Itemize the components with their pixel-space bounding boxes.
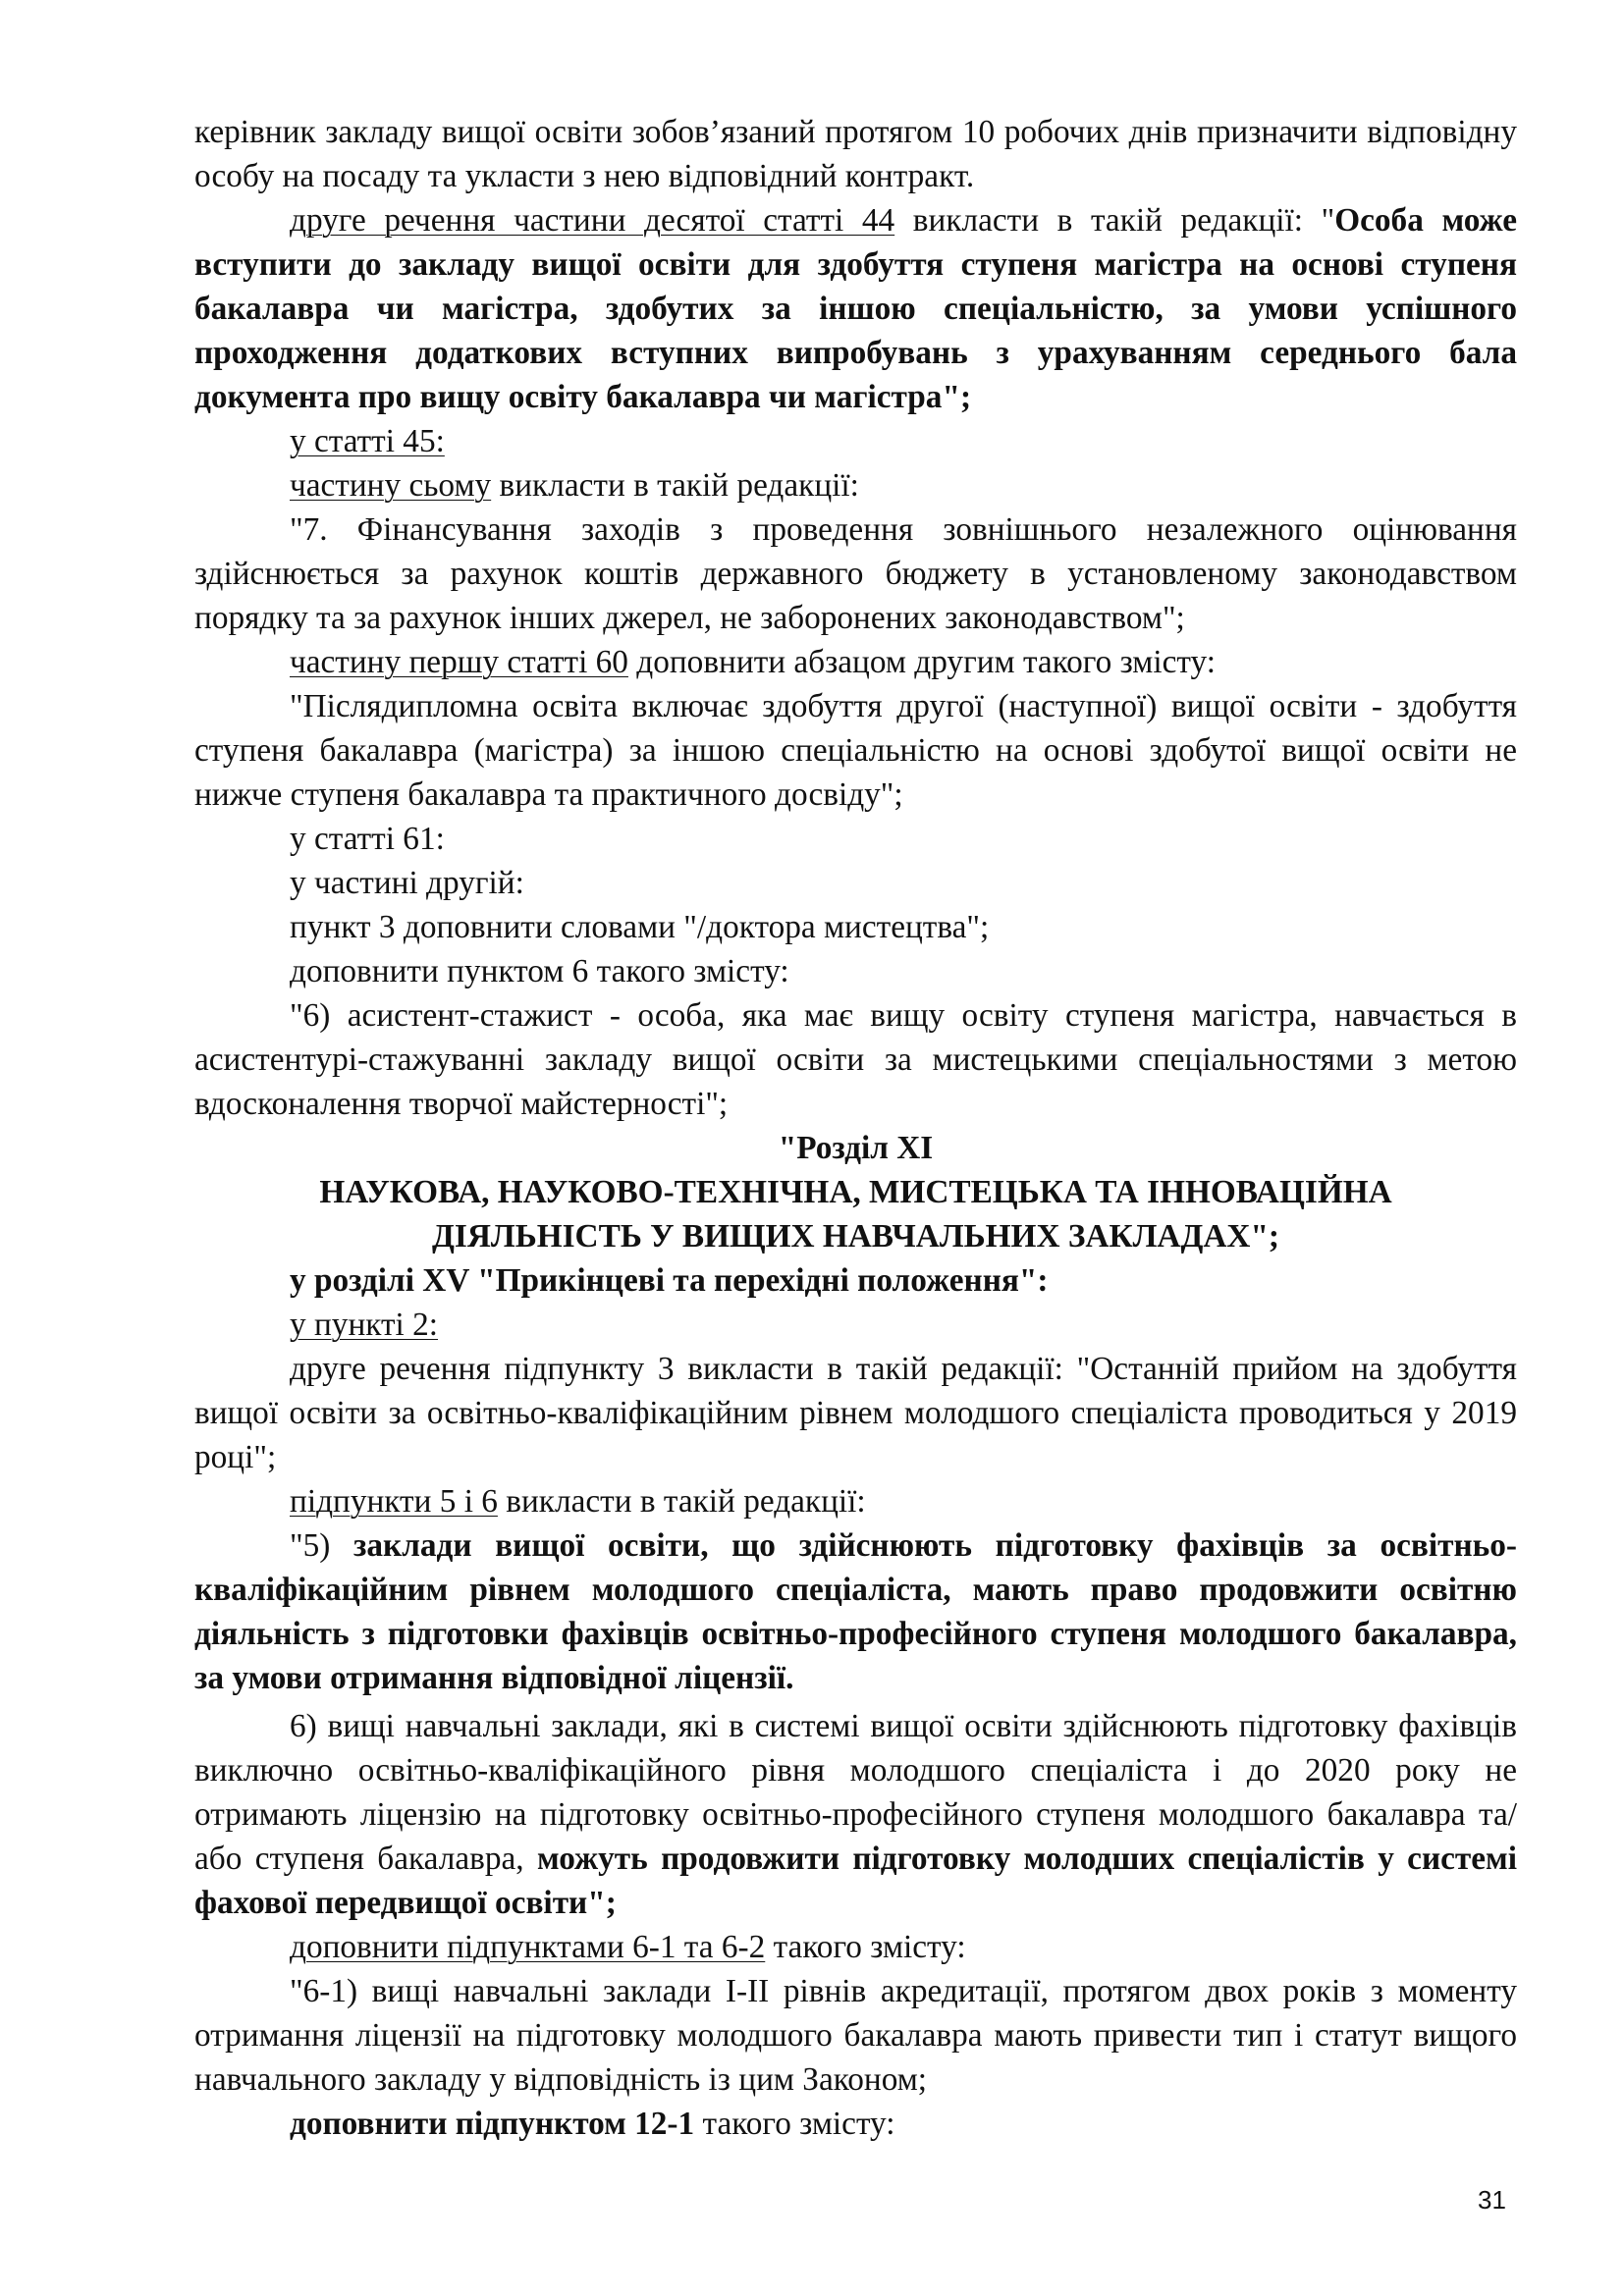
paragraph-21: 6) вищі навчальні заклади, які в системі вищої освіти здійснюють підготовку фахівців виключно освітньо-кваліфікаційного рівня молодшого спеціаліста і до 2020 року не отримають ліцензію на підготовку освітньо-професійного ступеня молодшого бакалавра та/або ступеня бакалавра, можуть продовжити підготовку молодших спеціалістів у системі фахової передвищої освіти"; — [194, 1708, 1517, 1921]
document-page — [194, 110, 1517, 2146]
paragraph-19: підпункти 5 і 6 викласти в такій редакції: — [290, 1483, 866, 1520]
section-heading-3: ДІЯЛЬНІСТЬ У ВИЩИХ НАВЧАЛЬНИХ ЗАКЛАДАХ"; — [431, 1218, 1280, 1255]
paragraph-1: керівник закладу вищої освіти зобов’язаний протягом 10 робочих днів призначити відповідну особу на посаду та укласти з нею відповідний контракт. — [194, 114, 1517, 194]
section-heading-1: "Розділ XI — [778, 1130, 934, 1166]
paragraph-22: доповнити підпунктами 6-1 та 6-2 такого змісту: — [290, 1929, 966, 1965]
paragraph-23: "6-1) вищі навчальні заклади І-ІІ рівнів акредитації, протягом двох років з моменту отримання ліцензії на підготовку молодшого бакалавра мають привести тип і статут вищого навчального закладу у відповідність із цим Законом; — [194, 1973, 1517, 2098]
paragraph-3: у статті 45: — [290, 423, 445, 459]
paragraph-12: "6) асистент-стажист - особа, яка має вищу освіту ступеня магістра, навчається в асистентурі-стажуванні закладу вищої освіти за мистецькими спеціальностями з метою вдосконалення творчої майстерності"; — [194, 997, 1517, 1122]
paragraph-20: "5) заклади вищої освіти, що здійснюють підготовку фахівців за освітньо-кваліфікаційним рівнем молодшого спеціаліста, мають право продовжити освітню діяльність з підготовки фахівців освітньо-професійного ступеня молодшого бакалавра, за умови отримання відповідної ліцензії. — [194, 1527, 1518, 1696]
paragraph-2: друге речення частини десятої статті 44 викласти в такій редакції: "Особа може вступити до закладу вищої освіти для здобуття ступеня магістра на основі ступеня бакалавра чи магістра, здобутих за іншою спеціальністю, за умови успішного проходження додаткових вступних випробувань з урахуванням середнього бала документа про вищу освіту бакалавра чи магістра"; — [194, 202, 1517, 415]
paragraph-9: у частині другій: — [290, 865, 524, 901]
paragraph-6: частину першу статті 60 доповнити абзацом другим такого змісту: — [290, 644, 1216, 680]
paragraph-4: частину сьому викласти в такій редакції: — [290, 467, 859, 504]
paragraph-8: у статті 61: — [290, 821, 445, 857]
paragraph-17: у пункті 2: — [290, 1307, 439, 1343]
page-number: 31 — [1478, 2185, 1506, 2215]
paragraph-11: доповнити пунктом 6 такого змісту: — [290, 953, 789, 989]
paragraph-24: доповнити підпунктом 12-1 такого змісту: — [290, 2106, 895, 2142]
paragraph-16: у розділі XV "Прикінцеві та перехідні положення": — [290, 1262, 1049, 1299]
paragraph-10: пункт 3 доповнити словами "/доктора мистецтва"; — [290, 909, 990, 945]
paragraph-18: друге речення підпункту 3 викласти в такій редакції: "Останній прийом на здобуття вищої освіти за освітньо-кваліфікаційним рівнем молодшого спеціаліста проводиться у 2019 році"; — [194, 1351, 1517, 1475]
paragraph-5: "7. Фінансування заходів з проведення зовнішнього незалежного оцінювання здійснюється за рахунок коштів державного бюджету в установленому законодавством порядку та за рахунок інших джерел, не заборонених законодавством"; — [194, 511, 1517, 636]
paragraph-7: "Післядипломна освіта включає здобуття другої (наступної) вищої освіти - здобуття ступеня бакалавра (магістра) за іншою спеціальністю на основі здобутої вищої освіти не нижче ступеня бакалавра та практичного досвіду"; — [194, 688, 1517, 813]
section-heading-2: НАУКОВА, НАУКОВО-ТЕХНІЧНА, МИСТЕЦЬКА ТА ІННОВАЦІЙНА — [319, 1174, 1392, 1210]
